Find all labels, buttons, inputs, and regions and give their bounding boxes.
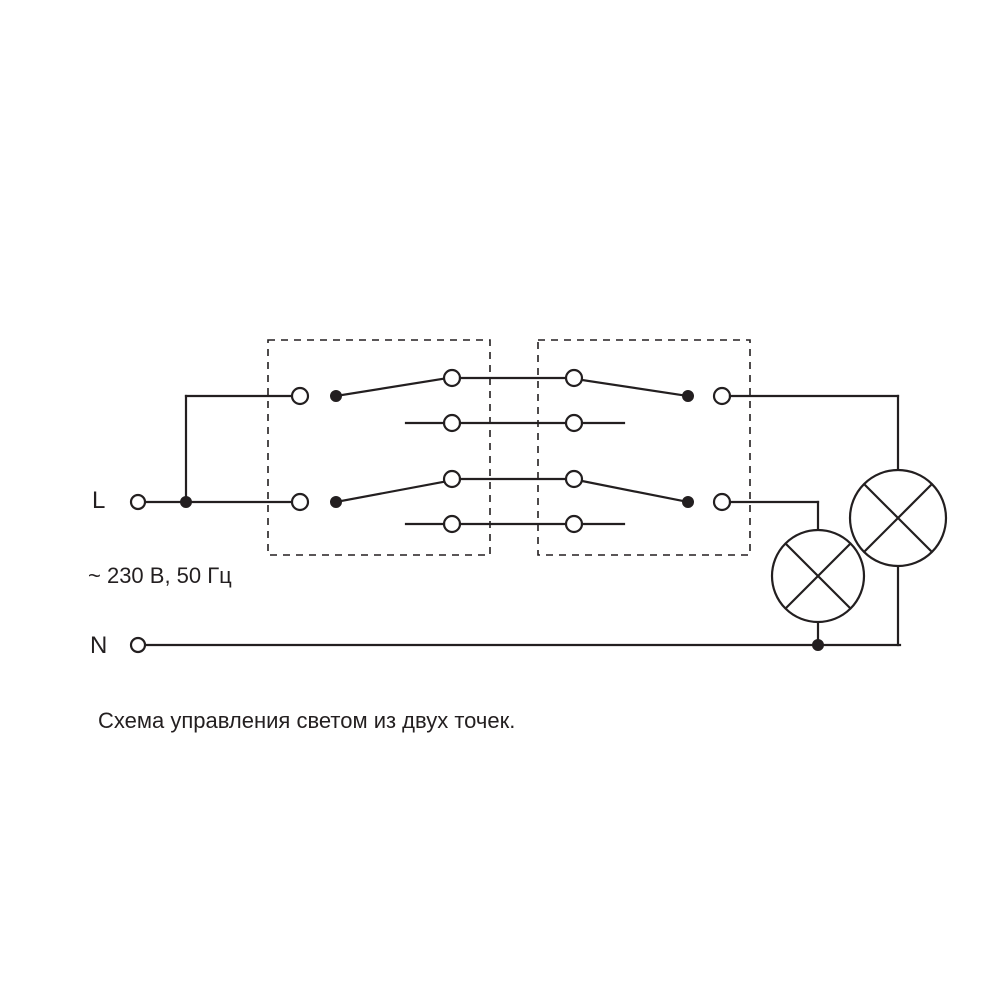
terminal-N [131, 638, 145, 652]
switch-right-bottom-common-terminal [714, 494, 730, 510]
switch-right-top-traveler-1 [566, 370, 582, 386]
label-line-L: L [92, 487, 106, 514]
switch-left-top-traveler-1 [444, 370, 460, 386]
terminal-L [131, 495, 145, 509]
diagram-caption: Схема управления светом из двух точек. [98, 708, 516, 733]
switch-left-top-traveler-2 [444, 415, 460, 431]
switch-left-bottom-traveler-2 [444, 516, 460, 532]
switch-right-bottom-traveler-1 [566, 471, 582, 487]
switch-right-bottom-blade [582, 481, 688, 502]
switch-left-bottom-blade [336, 481, 448, 502]
switch-right-top-common-terminal [714, 388, 730, 404]
switch-right-top-blade [582, 380, 688, 396]
switch-right-bottom-pivot [683, 497, 693, 507]
switch-right-bottom-traveler-2 [566, 516, 582, 532]
switch-left-bottom-common-terminal [292, 494, 308, 510]
switch-right-top-pivot [683, 391, 693, 401]
switch-left-bottom-traveler-1 [444, 471, 460, 487]
supply-voltage-label: ~ 230 В, 50 Гц [88, 563, 232, 588]
junction-L [181, 497, 191, 507]
switch-left-top-blade [336, 378, 448, 396]
switch-left-top-common-terminal [292, 388, 308, 404]
switch-right-top-traveler-2 [566, 415, 582, 431]
label-neutral-N: N [90, 632, 108, 659]
